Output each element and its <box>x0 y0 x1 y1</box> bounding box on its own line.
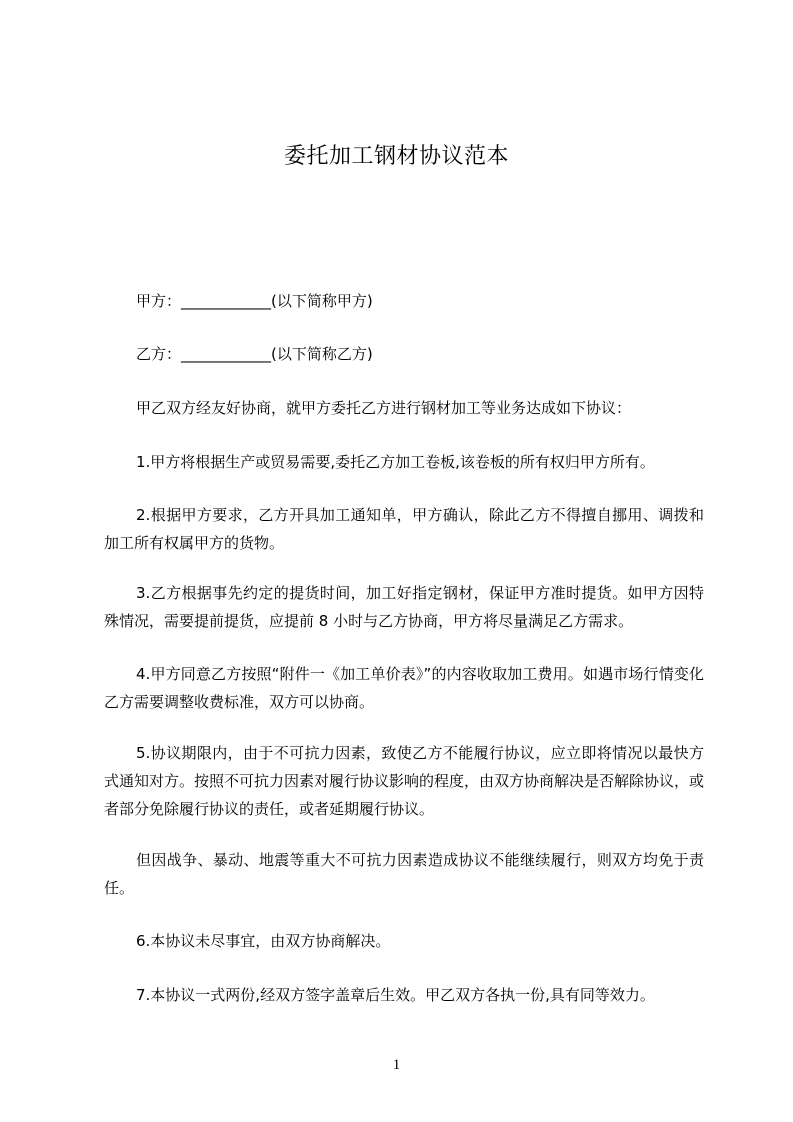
party-b-line: 乙方：____________(以下简称乙方) <box>136 345 373 363</box>
clause-3: 3.乙方根据事先约定的提货时间，加工好指定钢材，保证甲方准时提货。如甲方因特殊情况，需要提前提货，应提前 8 小时与乙方协商，甲方将尽量满足乙方需求。 <box>104 584 704 630</box>
clause-2: 2.根据甲方要求，乙方开具加工通知单，甲方确认，除此乙方不得擅自挪用、调拨和加工所有权属甲方的货物。 <box>104 506 704 552</box>
clause-4: 4.甲方同意乙方按照“附件一《加工单价表》”的内容收取加工费用。如遇市场行情变化乙方需要调整收费标准，双方可以协商。 <box>104 665 704 711</box>
clause-6: 6.本协议未尽事宜，由双方协商解决。 <box>136 932 391 950</box>
intro-paragraph: 甲乙双方经友好协商，就甲方委托乙方进行钢材加工等业务达成如下协议： <box>136 399 632 417</box>
document-title: 委托加工钢材协议范本 <box>283 144 509 169</box>
clause-5: 5.协议期限内，由于不可抗力因素，致使乙方不能履行协议，应立即将情况以最快方式通知对方。按照不可抗力因素对履行协议影响的程度，由双方协商解决是否解除协议，或者部分免除履行协议的责任，或者延期履行协议。 <box>104 744 705 818</box>
clause-1: 1.甲方将根据生产或贸易需要,委托乙方加工卷板,该卷板的所有权归甲方所有。 <box>136 453 655 471</box>
page-number: 1 <box>392 1057 401 1073</box>
party-a-line: 甲方：____________(以下简称甲方) <box>136 292 373 310</box>
force-majeure-paragraph: 但因战争、暴动、地震等重大不可抗力因素造成协议不能继续履行，则双方均免于责任。 <box>104 851 704 897</box>
clause-7: 7.本协议一式两份,经双方签字盖章后生效。甲乙双方各执一份,具有同等效力。 <box>136 986 655 1004</box>
